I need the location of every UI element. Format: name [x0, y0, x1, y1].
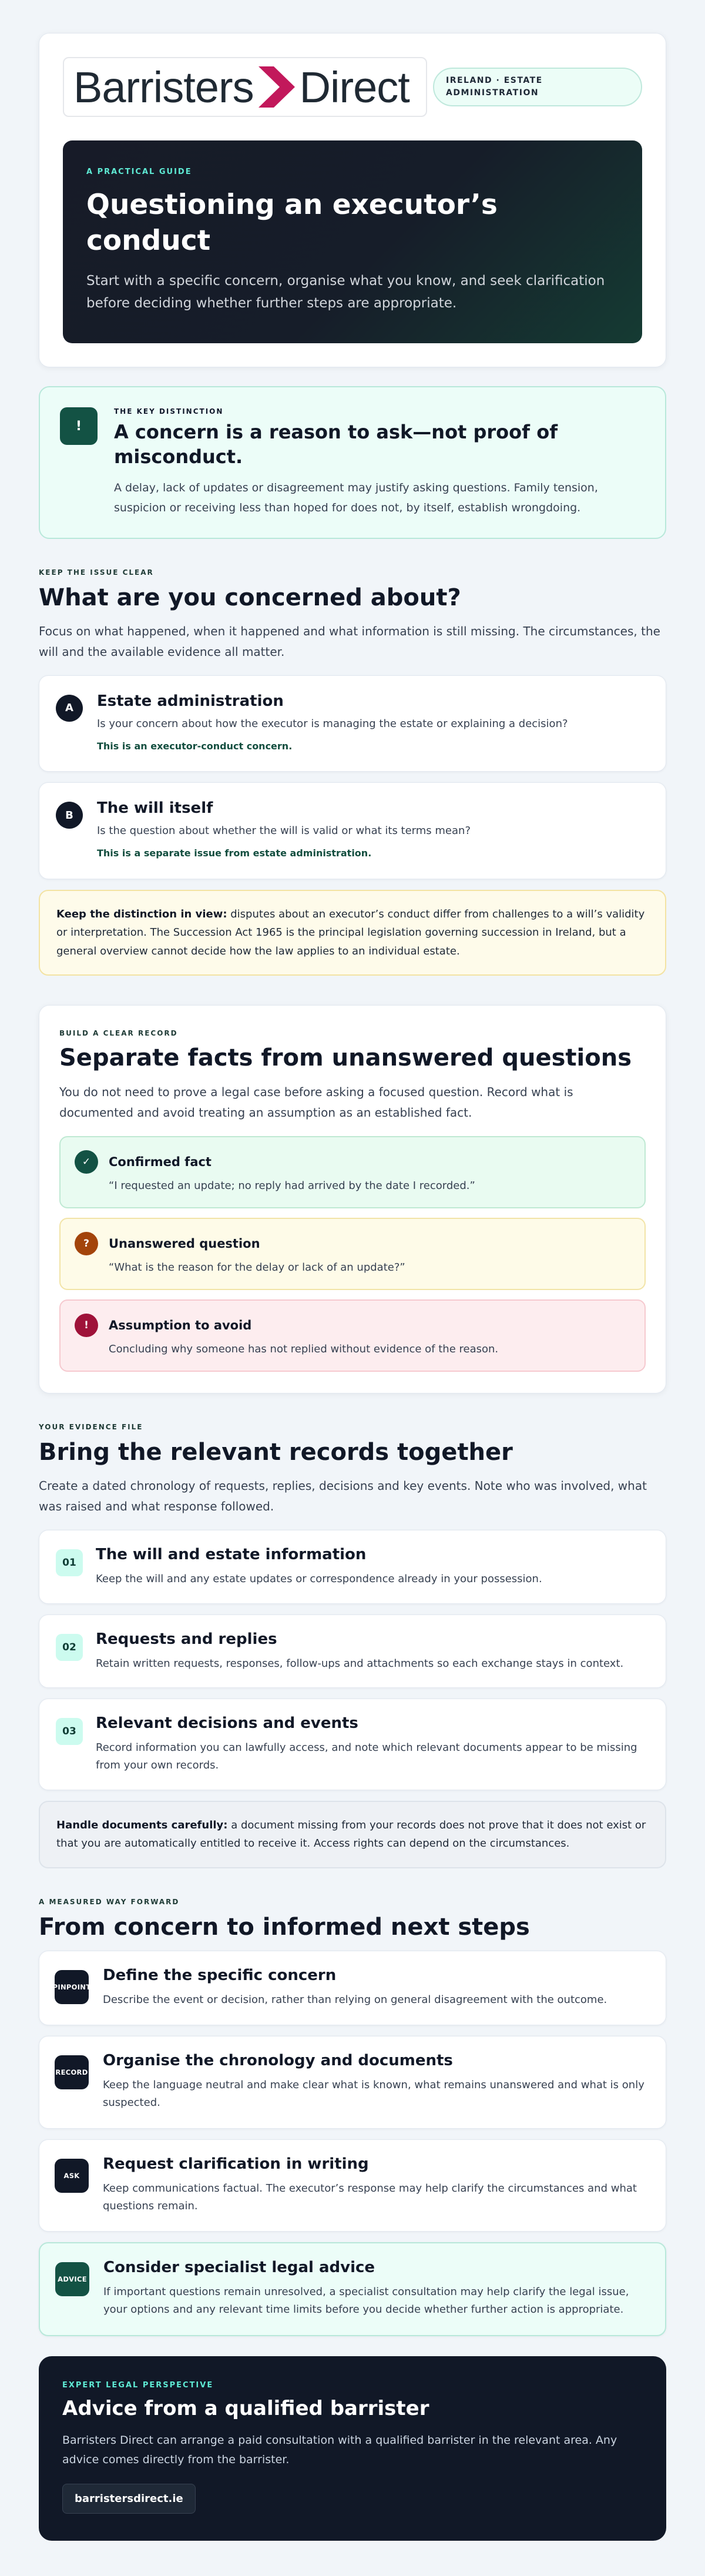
website-link-button[interactable]: barristersdirect.ie	[62, 2484, 196, 2514]
step-item	[39, 1951, 666, 2026]
fact-text: Concluding why someone has not replied without evidence of the reason.	[109, 1343, 499, 1356]
region-badge	[433, 68, 642, 106]
evidence-number: 01	[56, 1549, 83, 1576]
evidence-title-item: Relevant decisions and events	[96, 1714, 358, 1733]
evidence-item	[39, 1530, 666, 1604]
option-title: Estate administration	[97, 692, 284, 710]
record-icon: RECORD	[55, 2055, 89, 2089]
fact-assumption	[59, 1299, 646, 1372]
hero-banner	[63, 140, 642, 343]
facts-title: Separate facts from unanswered questions	[59, 1044, 632, 1072]
notice-bold: Keep the distinction in view:	[56, 907, 227, 920]
option-text: Is your concern about how the executor is managing the estate or explaining a decision?	[97, 717, 568, 730]
evidence-number: 03	[56, 1718, 83, 1745]
option-title: The will itself	[97, 799, 213, 818]
fact-unanswered	[59, 1218, 646, 1290]
cta-text: Barristers Direct can arrange a paid consultation with a qualified barrister in the relevant area. Any advice comes directly from the barrister.	[62, 2433, 617, 2466]
logo-text-right: Direct	[299, 62, 409, 112]
steps-section	[39, 1898, 666, 2336]
check-icon: ✓	[75, 1150, 98, 1174]
evidence-title: Bring the relevant records together	[39, 1439, 513, 1466]
logo-text-left: Barristers	[73, 62, 254, 112]
brand-logo[interactable]	[63, 57, 427, 117]
facts-card	[39, 1005, 666, 1393]
evidence-item	[39, 1699, 666, 1790]
step-item	[39, 2242, 666, 2336]
concern-intro: Focus on what happened, when it happened and what information is still missing. The circumstances, the will and the available evidence all matter.	[39, 624, 660, 659]
cta-panel	[39, 2356, 666, 2541]
question-icon: ?	[75, 1232, 98, 1255]
notice-text: a document missing from your records does not prove that it does not exist or that you are automatically entitled to receive it. Access rights can depend on the circumstances.	[56, 1818, 646, 1850]
step-text: Keep communications factual. The executor’s response may help clarify the circumstances and what questions remain.	[103, 2182, 637, 2212]
pinpoint-icon: PINPOINT	[55, 1970, 89, 2004]
header-card	[39, 33, 666, 367]
fact-title: Assumption to avoid	[109, 1318, 252, 1333]
step-text: If important questions remain unresolved, a specialist consultation may help clarify the legal issue, your options and any relevant time limits before you decide whether further action is appropriate.	[103, 2286, 629, 2316]
hero-eyebrow: A PRACTICAL GUIDE	[86, 168, 192, 176]
option-text: Is the question about whether the will is valid or what its terms mean?	[97, 825, 471, 838]
fact-title: Confirmed fact	[109, 1155, 212, 1170]
concern-eyebrow: KEEP THE ISSUE CLEAR	[39, 568, 154, 577]
evidence-intro: Create a dated chronology of requests, replies, decisions and key events. Note who was involved, what was raised and what response followed.	[39, 1479, 647, 1514]
documents-notice	[39, 1801, 666, 1868]
step-item	[39, 2036, 666, 2128]
step-title: Request clarification in writing	[103, 2155, 369, 2173]
step-text: Keep the language neutral and make clear what is known, what remains unanswered and what is only suspected.	[103, 2079, 644, 2109]
notice-bold: Handle documents carefully:	[56, 1818, 228, 1831]
evidence-item	[39, 1614, 666, 1689]
option-note: This is a separate issue from estate administration.	[97, 847, 372, 859]
distinction-notice	[39, 890, 666, 976]
region-line-1: IRELAND · ESTATE	[446, 76, 543, 85]
evidence-number: 02	[56, 1634, 83, 1661]
option-badge: B	[56, 802, 83, 829]
alert-icon: !	[60, 407, 98, 445]
step-title: Organise the chronology and documents	[103, 2052, 453, 2070]
cta-title: Advice from a qualified barrister	[62, 2396, 429, 2420]
key-eyebrow: THE KEY DISTINCTION	[114, 407, 224, 416]
key-distinction-card	[39, 386, 666, 539]
cta-eyebrow: EXPERT LEGAL PERSPECTIVE	[62, 2380, 214, 2390]
step-title: Define the specific concern	[103, 1966, 337, 1984]
concern-title: What are you concerned about?	[39, 584, 461, 611]
page-title: Questioning an executor’s conduct	[86, 189, 498, 257]
region-line-2: ADMINISTRATION	[446, 88, 539, 98]
fact-title: Unanswered question	[109, 1237, 260, 1251]
evidence-text: Record information you can lawfully access, and note which relevant documents appear to be missing from your own records.	[96, 1741, 637, 1772]
steps-eyebrow: A MEASURED WAY FORWARD	[39, 1897, 180, 1906]
step-item	[39, 2139, 666, 2232]
step-title: Consider specialist legal advice	[103, 2259, 375, 2277]
key-body: A delay, lack of updates or disagreement may justify asking questions. Family tension, suspicion or receiving less than hoped for does not, by itself, establish wrongdoing.	[114, 481, 598, 514]
evidence-text: Keep the will and any estate updates or correspondence already in your possession.	[96, 1573, 542, 1586]
evidence-section	[39, 1423, 666, 1868]
step-text: Describe the event or decision, rather than relying on general disagreement with the outcome.	[103, 1993, 607, 2006]
hero-lead: Start with a specific concern, organise what you know, and seek clarification before deciding whether further steps are appropriate.	[86, 273, 605, 311]
fact-confirmed	[59, 1136, 646, 1208]
steps-title: From concern to informed next steps	[39, 1913, 530, 1941]
evidence-eyebrow: YOUR EVIDENCE FILE	[39, 1423, 143, 1432]
evidence-text: Retain written requests, responses, follow-ups and attachments so each exchange stays in context.	[96, 1657, 624, 1670]
notice-text: disputes about an executor’s conduct differ from challenges to a will’s validity or interpretation. The Succession Act 1965 is the principal legislation governing succession in Ireland, but a general overview cannot decide how the law applies to an individual estate.	[56, 907, 645, 957]
brand-row	[63, 57, 642, 117]
option-badge: A	[56, 695, 83, 722]
advice-icon: ADVICE	[55, 2262, 89, 2296]
concern-section	[39, 568, 666, 976]
evidence-title-item: The will and estate information	[96, 1546, 367, 1564]
warning-icon: !	[75, 1314, 98, 1337]
key-title: A concern is a reason to ask—not proof of misconduct.	[114, 421, 558, 468]
concern-option-estate	[39, 675, 666, 772]
concern-option-will	[39, 782, 666, 879]
logo-chevron-icon	[256, 64, 297, 110]
facts-intro: You do not need to prove a legal case before asking a focused question. Record what is documented and avoid treating an assumption as an established fact.	[59, 1085, 573, 1120]
fact-text: “I requested an update; no reply had arrived by the date I recorded.”	[109, 1180, 475, 1192]
evidence-title-item: Requests and replies	[96, 1630, 277, 1648]
ask-icon: ASK	[55, 2159, 89, 2193]
fact-text: “What is the reason for the delay or lack of an update?”	[109, 1261, 405, 1274]
option-note: This is an executor-conduct concern.	[97, 740, 293, 752]
facts-eyebrow: BUILD A CLEAR RECORD	[59, 1029, 178, 1038]
